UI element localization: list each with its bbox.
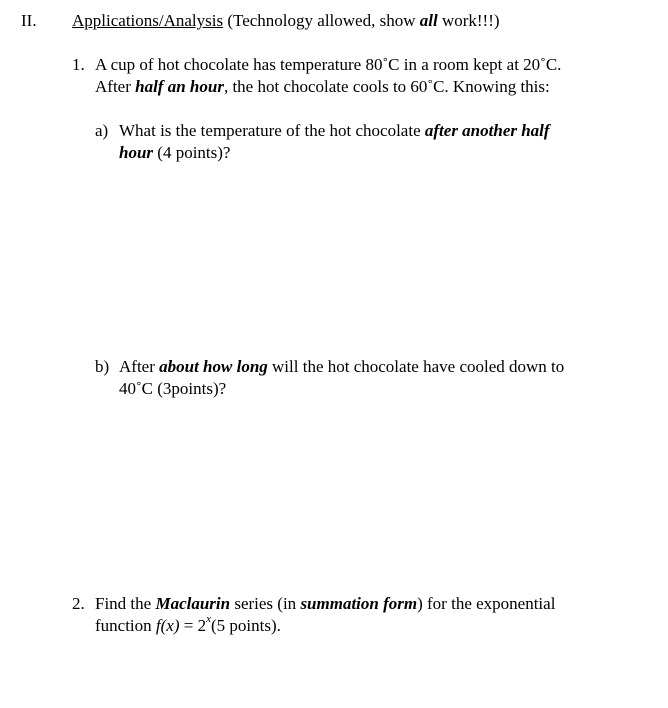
part-b-line1-start: After — [119, 357, 160, 376]
part-a-label: a) — [95, 121, 109, 140]
question-1-text — [95, 54, 561, 98]
function-argument: (x) — [160, 616, 180, 635]
question-2-line-2 — [95, 615, 555, 637]
q1-line2-start: After — [95, 77, 136, 96]
part-a-line1-emphasis: after another half — [424, 121, 550, 140]
part-b-line-1 — [119, 356, 564, 378]
part-a-line2-end: (4 points)? — [153, 143, 231, 162]
function-equals-base: = 2 — [179, 616, 207, 635]
question-2-text — [95, 593, 555, 637]
part-b-line-2: 40˚C (3points)? — [119, 379, 227, 398]
part-a-line-1 — [119, 120, 550, 142]
q1-line2-emphasis: half an hour — [135, 77, 224, 96]
q2-line2-start: function — [95, 616, 156, 635]
section-title-underlined: Applications/Analysis — [72, 11, 224, 30]
q2-summation-emphasis: summation form — [300, 594, 418, 613]
question-1-number: 1. — [72, 55, 85, 74]
question-2-line-1 — [95, 593, 555, 615]
part-a-line2-emphasis: hour — [119, 143, 154, 162]
part-b-line1-end: will the hot chocolate have cooled down to — [267, 357, 565, 376]
section-title-end: work!!!) — [437, 11, 500, 30]
part-b-label: b) — [95, 357, 110, 376]
q1-line2-end: , the hot chocolate cools to 60˚C. Knowing this: — [223, 77, 550, 96]
q2-line2-end: (5 points). — [211, 616, 281, 635]
q2-line1-start: Find the — [95, 594, 156, 613]
part-a-line1-start: What is the temperature of the hot chocolate — [119, 121, 425, 140]
section-title-rest: (Technology allowed, show — [223, 11, 420, 30]
part-a-text — [119, 120, 550, 164]
function-exponent: x — [206, 613, 211, 626]
question-1-line-1: A cup of hot chocolate has temperature 80˚C in a room kept at 20˚C. — [95, 55, 562, 74]
q2-line1-end: ) for the exponential — [417, 594, 556, 613]
part-b-text — [119, 356, 564, 400]
part-a-line-2 — [119, 142, 550, 164]
q2-maclaurin-emphasis: Maclaurin — [155, 594, 231, 613]
section-title-emphasis: all — [419, 11, 438, 30]
q2-line1-middle: series (in — [230, 594, 301, 613]
function-name: f — [155, 616, 161, 635]
section-title — [72, 10, 500, 32]
section-numeral: II. — [21, 11, 37, 30]
part-b-line1-emphasis: about how long — [159, 357, 268, 376]
question-2-number: 2. — [72, 594, 85, 613]
question-1-line-2 — [95, 76, 561, 98]
